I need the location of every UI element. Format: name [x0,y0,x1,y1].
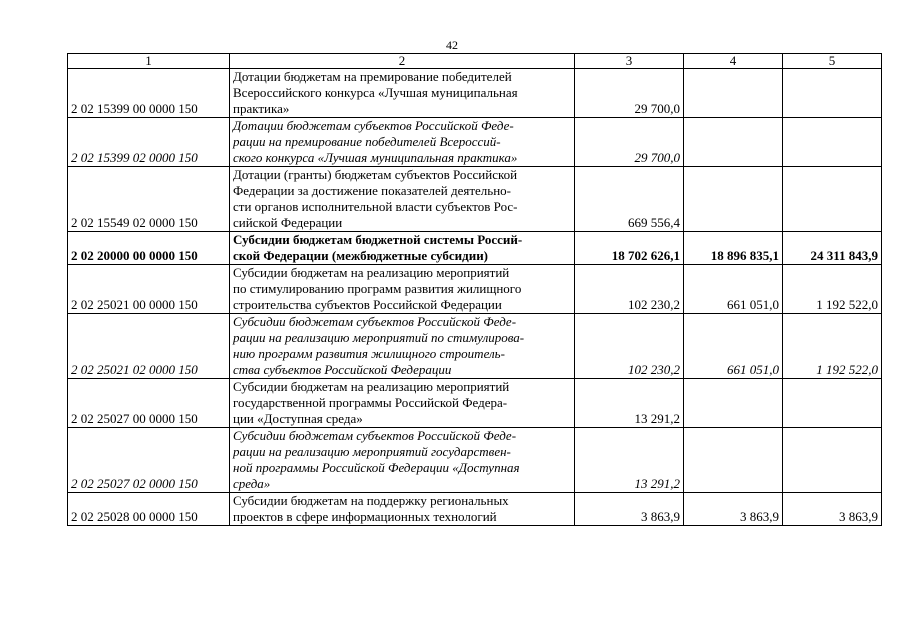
description-line: Субсидии бюджетам бюджетной системы Россий- [233,232,523,247]
table-row [68,69,882,118]
budget-code-cell: 2 02 25027 00 0000 150 [68,379,230,428]
description-line: Субсидии бюджетам на реализацию мероприятий [233,379,510,394]
description-cell [230,265,575,314]
amount-cell-3: 669 556,4 [575,167,684,232]
amount-cell-3: 13 291,2 [575,379,684,428]
description-cell [230,167,575,232]
table-row [68,118,882,167]
amount-cell-4: 3 863,9 [684,493,783,526]
description-line: проектов в сфере информационных технологий [233,509,497,524]
description-line: ной программы Российской Федерации «Доступная [233,460,520,475]
budget-code-cell: 2 02 25021 02 0000 150 [68,314,230,379]
table-row [68,428,882,493]
description-line: строительства субъектов Российской Федерации [233,297,502,312]
amount-cell-3: 3 863,9 [575,493,684,526]
amount-cell-3: 29 700,0 [575,118,684,167]
column-header-5: 5 [783,54,882,69]
budget-code-cell: 2 02 25028 00 0000 150 [68,493,230,526]
table-row [68,167,882,232]
budget-code-cell: 2 02 25021 00 0000 150 [68,265,230,314]
description-cell [230,428,575,493]
description-line: сийской Федерации [233,215,343,230]
amount-cell-3: 18 702 626,1 [575,232,684,265]
amount-cell-4 [684,69,783,118]
amount-cell-4 [684,118,783,167]
description-cell [230,379,575,428]
description-line: ции «Доступная среда» [233,411,363,426]
description-line: Субсидии бюджетам субъектов Российской Феде- [233,428,517,443]
description-line: Субсидии бюджетам субъектов Российской Феде- [233,314,517,329]
table-row [68,314,882,379]
amount-cell-5 [783,379,882,428]
amount-cell-3: 102 230,2 [575,265,684,314]
description-line: рации на реализацию мероприятий по стимулирова- [233,330,525,345]
description-line: по стимулированию программ развития жилищного [233,281,522,296]
description-line: практика» [233,101,290,116]
description-line: ства субъектов Российской Федерации [233,362,452,377]
amount-cell-4 [684,428,783,493]
column-header-4: 4 [684,54,783,69]
description-line: Федерации за достижение показателей деятельно- [233,183,512,198]
budget-code-cell: 2 02 15549 02 0000 150 [68,167,230,232]
description-line: среда» [233,476,271,491]
amount-cell-5 [783,69,882,118]
budget-code-cell: 2 02 15399 02 0000 150 [68,118,230,167]
description-line: ского конкурса «Лучшая муниципальная практика» [233,150,518,165]
description-line: рации на премирование победителей Всероссий- [233,134,501,149]
column-header-3: 3 [575,54,684,69]
amount-cell-5: 1 192 522,0 [783,314,882,379]
budget-code-cell: 2 02 15399 00 0000 150 [68,69,230,118]
description-line: Субсидии бюджетам на поддержку региональных [233,493,509,508]
description-line: Дотации (гранты) бюджетам субъектов Российской [233,167,518,182]
amount-cell-5: 24 311 843,9 [783,232,882,265]
amount-cell-4: 18 896 835,1 [684,232,783,265]
budget-code-cell: 2 02 25027 02 0000 150 [68,428,230,493]
amount-cell-5: 3 863,9 [783,493,882,526]
amount-cell-4: 661 051,0 [684,314,783,379]
amount-cell-3: 102 230,2 [575,314,684,379]
description-line: Дотации бюджетам субъектов Российской Феде- [233,118,514,133]
table-row [68,493,882,526]
description-line: Субсидии бюджетам на реализацию мероприятий [233,265,510,280]
header-row [68,54,882,69]
description-line: Дотации бюджетам на премирование победителей [233,69,512,84]
amount-cell-5 [783,167,882,232]
description-line: государственной программы Российской Федера- [233,395,508,410]
description-cell [230,69,575,118]
amount-cell-4: 661 051,0 [684,265,783,314]
table-row [68,232,882,265]
description-line: ской Федерации (межбюджетные субсидии) [233,248,489,263]
budget-table [67,53,882,526]
amount-cell-4 [684,379,783,428]
table-row [68,379,882,428]
amount-cell-5 [783,118,882,167]
description-line: Всероссийского конкурса «Лучшая муниципальная [233,85,518,100]
description-line: рации на реализацию мероприятий государствен- [233,444,511,459]
table-row [68,265,882,314]
column-header-2: 2 [230,54,575,69]
description-cell [230,314,575,379]
amount-cell-3: 29 700,0 [575,69,684,118]
description-line: нию программ развития жилищного строитель- [233,346,505,361]
amount-cell-3: 13 291,2 [575,428,684,493]
amount-cell-5 [783,428,882,493]
column-header-1: 1 [68,54,230,69]
budget-code-cell: 2 02 20000 00 0000 150 [68,232,230,265]
description-cell [230,118,575,167]
amount-cell-5: 1 192 522,0 [783,265,882,314]
page-number: 42 [446,38,458,52]
amount-cell-4 [684,167,783,232]
description-cell [230,493,575,526]
description-cell [230,232,575,265]
description-line: сти органов исполнительной власти субъектов Рос- [233,199,518,214]
